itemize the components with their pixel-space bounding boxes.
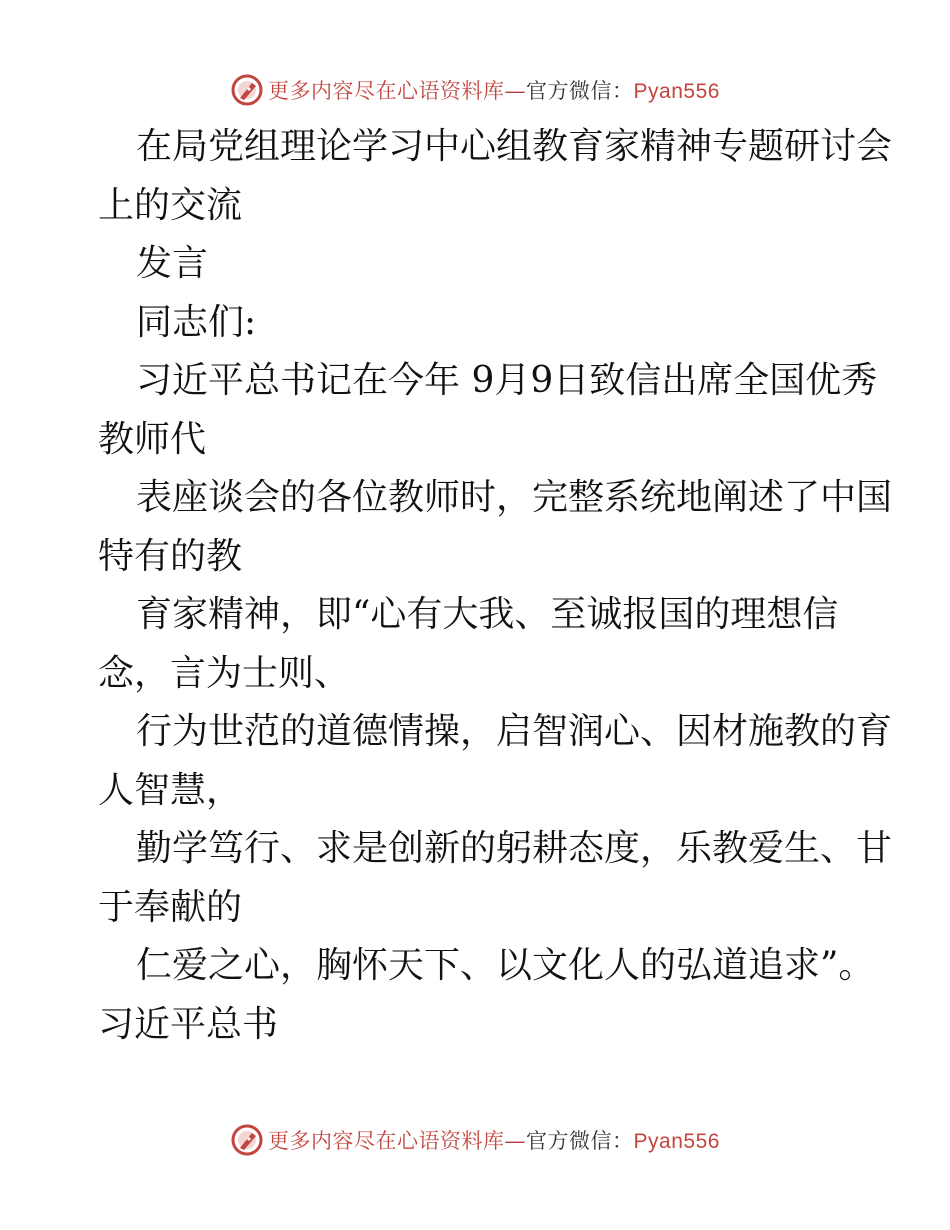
watermark-dash: — <box>504 79 527 103</box>
watermark-main-text: 更多内容尽在心语资料库 <box>268 79 505 103</box>
paragraph-line: 念，言为士则、 <box>98 652 351 694</box>
salutation: 同志们: <box>136 301 257 343</box>
paragraph-line: 习近平总书 <box>98 1003 279 1045</box>
paragraph-line: 习近平总书记在今年 9月9日致信出席全国优秀 <box>136 360 878 401</box>
watermark-wechat-label: 官方微信： <box>526 79 634 103</box>
pen-nib-circle-icon <box>230 73 264 107</box>
paragraph-line: 育家精神，即“心有大我、至诚报国的理想信 <box>136 594 839 635</box>
paragraph-line: 教师代 <box>98 418 207 460</box>
paragraph-line: 表座谈会的各位教师时，完整系统地阐述了中国 <box>136 477 893 518</box>
paragraph-line: 勤学笃行、求是创新的躬耕态度，乐教爱生、甘 <box>136 828 893 869</box>
title-line-1: 在局党组理论学习中心组教育家精神专题研讨会 <box>136 126 893 167</box>
header-watermark <box>0 70 950 110</box>
watermark-account: Pyan556 <box>633 1130 720 1153</box>
paragraph-line: 特有的教 <box>98 535 243 577</box>
paragraph-line: 仁爱之心，胸怀天下、以文化人的弘道追求”。 <box>136 945 875 986</box>
watermark-main-text: 更多内容尽在心语资料库 <box>268 1129 505 1153</box>
title-line-3: 发言 <box>136 243 209 284</box>
watermark-wechat-label: 官方微信： <box>526 1129 634 1153</box>
footer-watermark <box>0 1120 950 1160</box>
watermark-dash: — <box>504 1129 527 1153</box>
paragraph-line: 行为世范的道德情操，启智润心、因材施教的育 <box>136 711 893 752</box>
watermark-account: Pyan556 <box>633 80 720 103</box>
title-line-2: 上的交流 <box>98 184 243 226</box>
pen-nib-circle-icon <box>230 1123 264 1157</box>
paragraph-line: 人智慧， <box>98 769 243 811</box>
paragraph-line: 于奉献的 <box>98 886 243 928</box>
document-body <box>98 118 893 1054</box>
